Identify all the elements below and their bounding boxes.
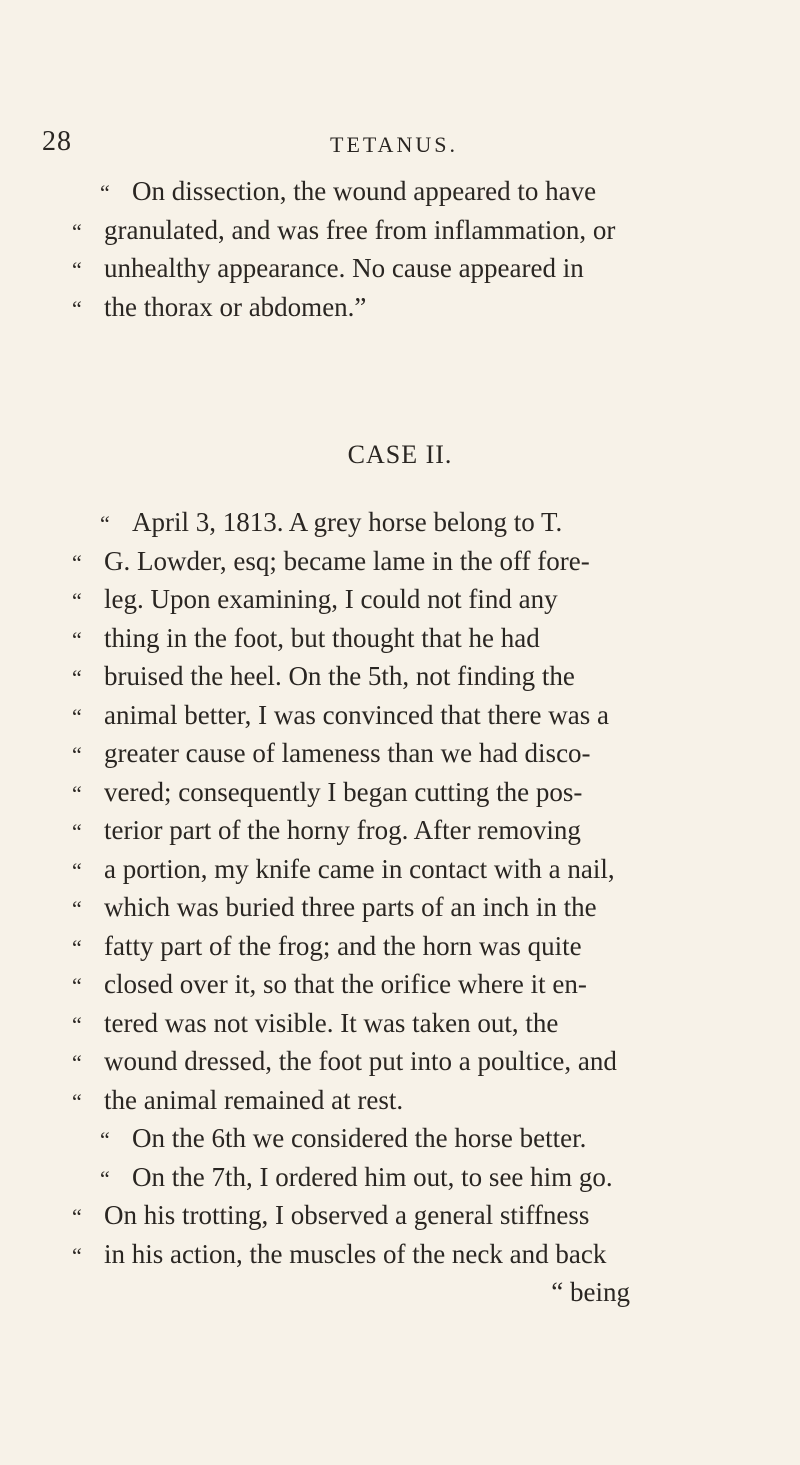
opening-quote: “ (72, 819, 82, 844)
line-text: the animal remained at rest. (104, 1084, 404, 1115)
line-text: thing in the foot, but thought that he had (104, 622, 540, 653)
line-text: which was buried three parts of an inch in the (104, 892, 597, 922)
opening-quote: “ (72, 665, 82, 690)
opening-quote: “ (100, 1127, 110, 1152)
opening-quote: “ (72, 703, 82, 729)
opening-quote: “ (100, 1165, 110, 1191)
text-line (72, 619, 664, 658)
opening-quote: “ (72, 1204, 82, 1229)
text-line (72, 288, 664, 327)
quoted-passage (72, 172, 664, 326)
text-line (72, 734, 664, 773)
opening-quote: “ (100, 180, 110, 205)
opening-quote: “ (72, 257, 82, 282)
line-text: closed over it, so that the orifice where it en- (104, 969, 587, 999)
text-line (72, 249, 664, 288)
line-text: wound dressed, the foot put into a poultice, and (104, 1046, 617, 1076)
line-text: April 3, 1813. A grey horse belong to T. (132, 507, 563, 537)
text-line (72, 1235, 664, 1274)
text-line (72, 1196, 664, 1235)
opening-quote: “ (72, 934, 82, 960)
line-text: On the 7th, I ordered him out, to see him go. (132, 1161, 613, 1192)
line-text: animal better, I was convinced that there was a (104, 699, 609, 730)
line-text: the thorax or abdomen.” (104, 291, 367, 322)
line-text: terior part of the horny frog. After removing (104, 815, 581, 845)
opening-quote: “ (72, 626, 82, 652)
opening-quote: “ (72, 896, 82, 921)
opening-quote: “ (72, 588, 82, 613)
text-line (72, 211, 664, 250)
line-text: in his action, the muscles of the neck and back (104, 1238, 607, 1269)
opening-quote: “ (72, 295, 82, 321)
line-text: bruised the heel. On the 5th, not finding the (104, 661, 575, 691)
opening-quote: “ (72, 857, 82, 883)
page-number: 28 (42, 126, 72, 157)
page-header (40, 126, 760, 170)
opening-quote: “ (72, 1011, 82, 1037)
text-line (72, 172, 664, 211)
line-text: leg. Upon examining, I could not find any (104, 584, 558, 614)
opening-quote: “ (72, 1088, 82, 1114)
case-passage (72, 503, 664, 1312)
text-line (72, 888, 664, 927)
line-text: granulated, and was free from inflammation, or (104, 214, 616, 245)
opening-quote: “ (72, 742, 82, 767)
opening-quote: “ (72, 549, 82, 575)
line-text: tered was not visible. It was taken out, the (104, 1007, 559, 1038)
line-text: greater cause of lameness than we had disco- (104, 738, 591, 768)
catchword: “ being (551, 1277, 630, 1307)
line-text: unhealthy appearance. No cause appeared in (104, 253, 584, 283)
text-line (72, 811, 664, 850)
opening-quote: “ (72, 780, 82, 806)
line-text: fatty part of the frog; and the horn was quite (104, 930, 582, 961)
line-text: G. Lowder, esq; became lame in the off fore- (104, 545, 590, 576)
case-heading: CASE II. (347, 440, 453, 469)
text-line (72, 580, 664, 619)
opening-quote: “ (100, 511, 110, 536)
text-line (72, 503, 664, 542)
opening-quote: “ (72, 1050, 82, 1075)
text-line (72, 927, 664, 966)
line-text: On dissection, the wound appeared to have (132, 176, 597, 206)
text-line (72, 1158, 664, 1197)
line-text: On the 6th we considered the horse better. (132, 1123, 587, 1153)
text-line (72, 696, 664, 735)
text-line (72, 657, 664, 696)
text-line (72, 1081, 664, 1120)
opening-quote: “ (72, 1242, 82, 1268)
opening-quote: “ (72, 218, 82, 244)
text-line (72, 1004, 664, 1043)
running-head: TETANUS. (330, 132, 458, 157)
text-line (72, 542, 664, 581)
text-line (72, 965, 664, 1004)
text-line (72, 850, 664, 889)
opening-quote: “ (72, 973, 82, 998)
text-line (72, 773, 664, 812)
text-line (72, 1042, 664, 1081)
line-text: a portion, my knife came in contact with a nail, (104, 853, 615, 884)
text-line (72, 1119, 664, 1158)
line-text: vered; consequently I began cutting the pos- (104, 776, 583, 807)
line-text: On his trotting, I observed a general stiffness (104, 1200, 590, 1230)
